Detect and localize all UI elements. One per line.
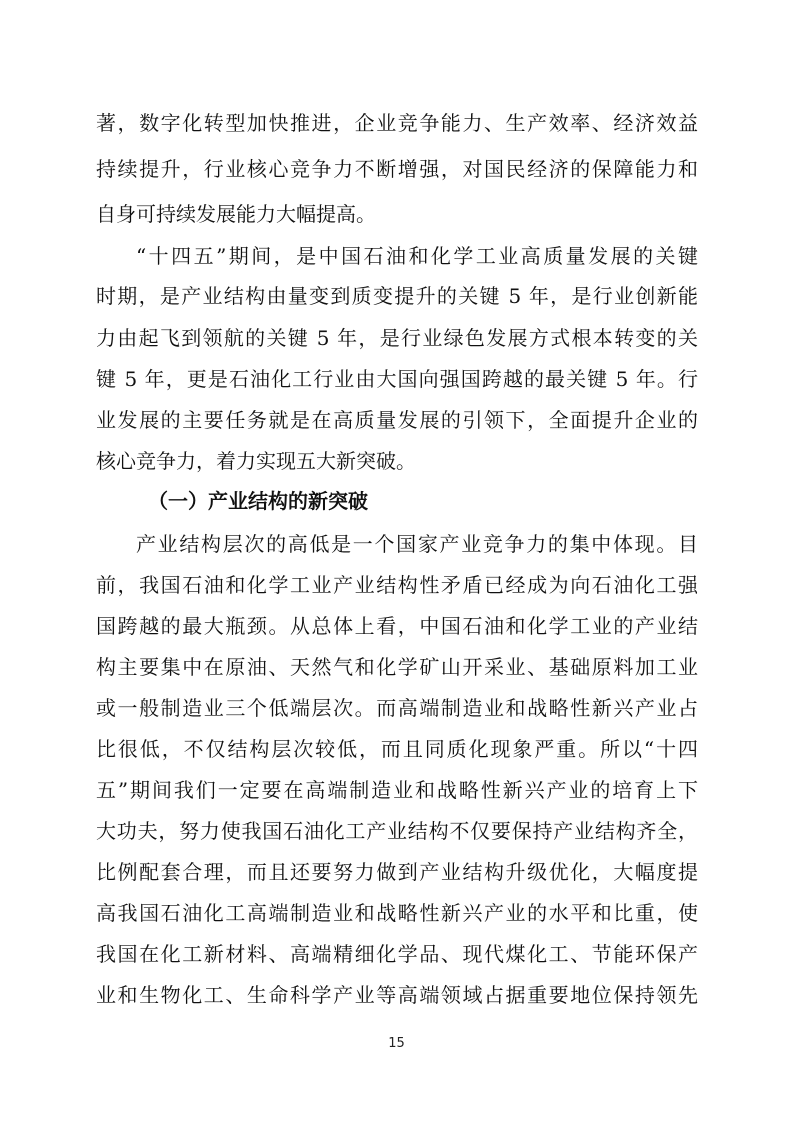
page-number: 15 <box>388 1036 405 1051</box>
paragraph-1-line-3: 自身可持续发展能力大幅提高。 <box>96 202 376 226</box>
paragraph-3-line-7: 五”期间我们一定要在高端制造业和战略性新兴产业的培育上下 <box>96 778 698 802</box>
paragraph-1-line-2: 持续提升，行业核心竞争力不断增强，对国民经济的保障能力和 <box>96 157 698 181</box>
paragraph-1-line-1: 著，数字化转型加快推进，企业竞争能力、生产效率、经济效益 <box>96 111 698 135</box>
paragraph-3-line-9: 比例配套合理，而且还要努力做到产业结构升级优化，大幅度提 <box>96 860 698 884</box>
paragraph-2-line-4: 键 5 年，更是石油化工行业由大国向强国跨越的最关键 5 年。行 <box>96 367 698 391</box>
paragraph-2-line-5: 业发展的主要任务就是在高质量发展的引领下，全面提升企业的 <box>96 408 698 432</box>
paragraph-3-line-4: 构主要集中在原油、天然气和化学矿山开采业、基础原料加工业 <box>96 655 698 679</box>
paragraph-2-line-2: 时期，是产业结构由量变到质变提升的关键 5 年，是行业创新能 <box>96 284 698 308</box>
section-heading: （一）产业结构的新突破 <box>148 489 368 513</box>
paragraph-3-line-11: 我国在化工新材料、高端精细化学品、现代煤化工、节能环保产 <box>96 942 698 966</box>
paragraph-3-line-8: 大功夫，努力使我国石油化工产业结构不仅要保持产业结构齐全， <box>96 819 698 843</box>
paragraph-3-line-3: 国跨越的最大瓶颈。从总体上看，中国石油和化学工业的产业结 <box>96 614 698 638</box>
paragraph-3-line-1: 产业结构层次的高低是一个国家产业竞争力的集中体现。目 <box>136 532 698 556</box>
paragraph-3-line-5: 或一般制造业三个低端层次。而高端制造业和战略性新兴产业占 <box>96 696 698 720</box>
paragraph-2-line-3: 力由起飞到领航的关键 5 年，是行业绿色发展方式根本转变的关 <box>96 326 698 350</box>
paragraph-2-line-6: 核心竞争力，着力实现五大新突破。 <box>96 449 416 473</box>
paragraph-3-line-6: 比很低，不仅结构层次较低，而且同质化现象严重。所以“十四 <box>96 737 698 761</box>
paragraph-3-line-10: 高我国石油化工高端制造业和战略性新兴产业的水平和比重，使 <box>96 901 698 925</box>
paragraph-3-line-2: 前，我国石油和化学工业产业结构性矛盾已经成为向石油化工强 <box>96 573 698 597</box>
paragraph-2-line-1: “十四五”期间，是中国石油和化学工业高质量发展的关键 <box>136 244 698 268</box>
paragraph-3-line-12: 业和生物化工、生命科学产业等高端领域占据重要地位保持领先 <box>96 983 698 1007</box>
